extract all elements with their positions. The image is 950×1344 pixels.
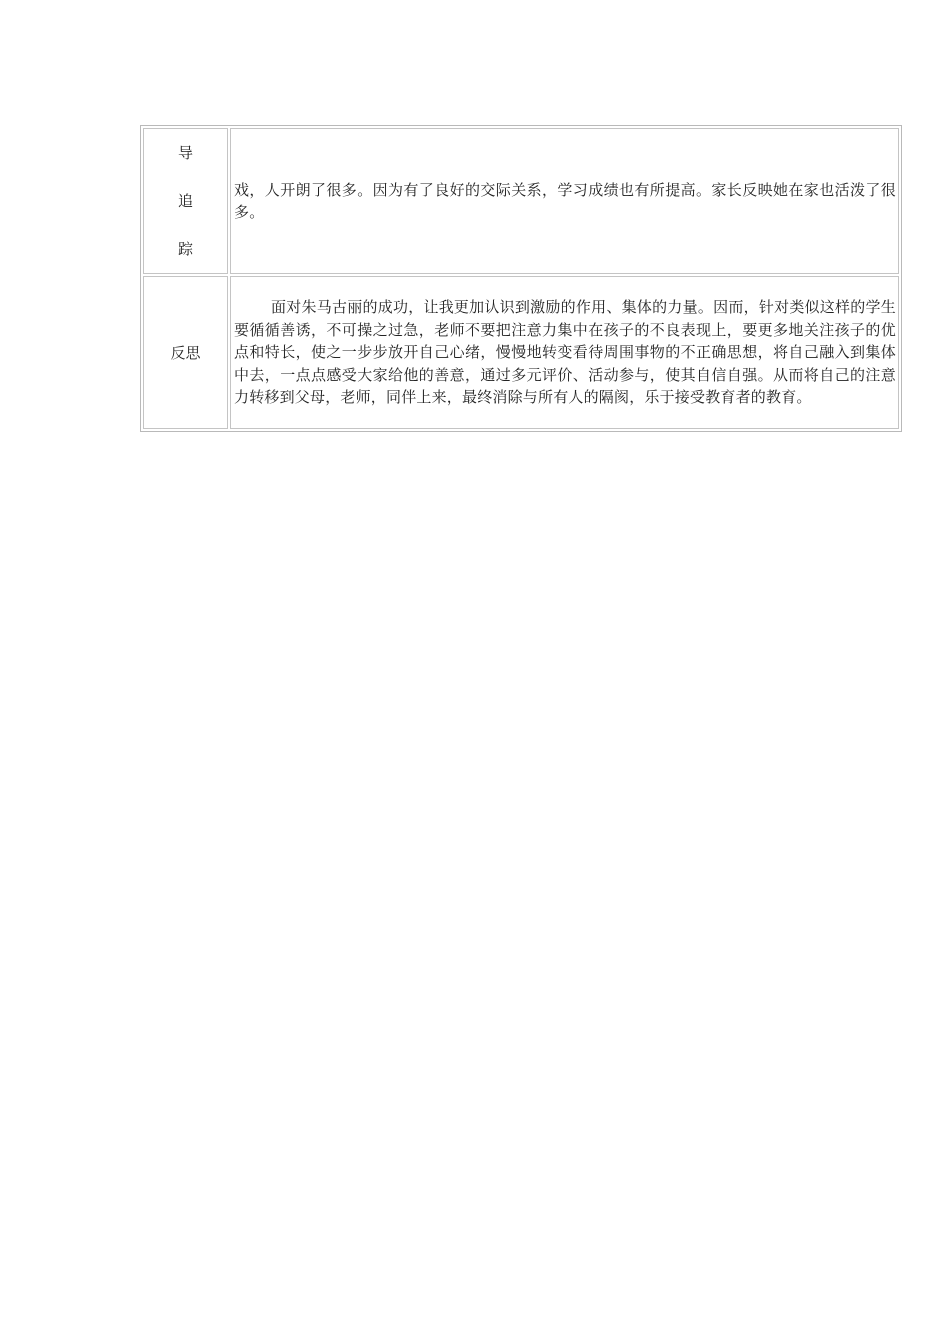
reflection-label: 反思 [170,344,201,362]
label-char: 踪 [177,240,193,258]
followup-text: 戏，人开朗了很多。因为有了良好的交际关系，学习成绩也有所提高。家长反映她在家也活泼了很多。 [234,180,896,221]
table-row-followup [143,128,899,274]
table-row-reflection [143,276,899,429]
reflection-text: 面对朱马古丽的成功，让我更加认识到激励的作用、集体的力量。因而，针对类似这样的学生要循循善诱，不可操之过急，老师不要把注意力集中在孩子的不良表现上，要更多地关注孩子的优点和特长，使之一步步放开自己心绪，慢慢地转变看待周围事物的不正确思想，将自己融入到集体中去，一点点感受大家给他的善意，通过多元评价、活动参与，使其自信自强。从而将自己的注意力转移到父母，老师，同伴上来，最终消除与所有人的隔阂，乐于接受教育者的教育。 [234,298,896,407]
content-cell-reflection [230,276,899,429]
content-cell-followup [230,128,899,274]
record-table [140,125,902,432]
label-char: 导 [177,144,193,162]
label-cell-reflection [143,276,228,429]
label-char: 追 [177,192,193,210]
label-cell-followup [143,128,228,274]
